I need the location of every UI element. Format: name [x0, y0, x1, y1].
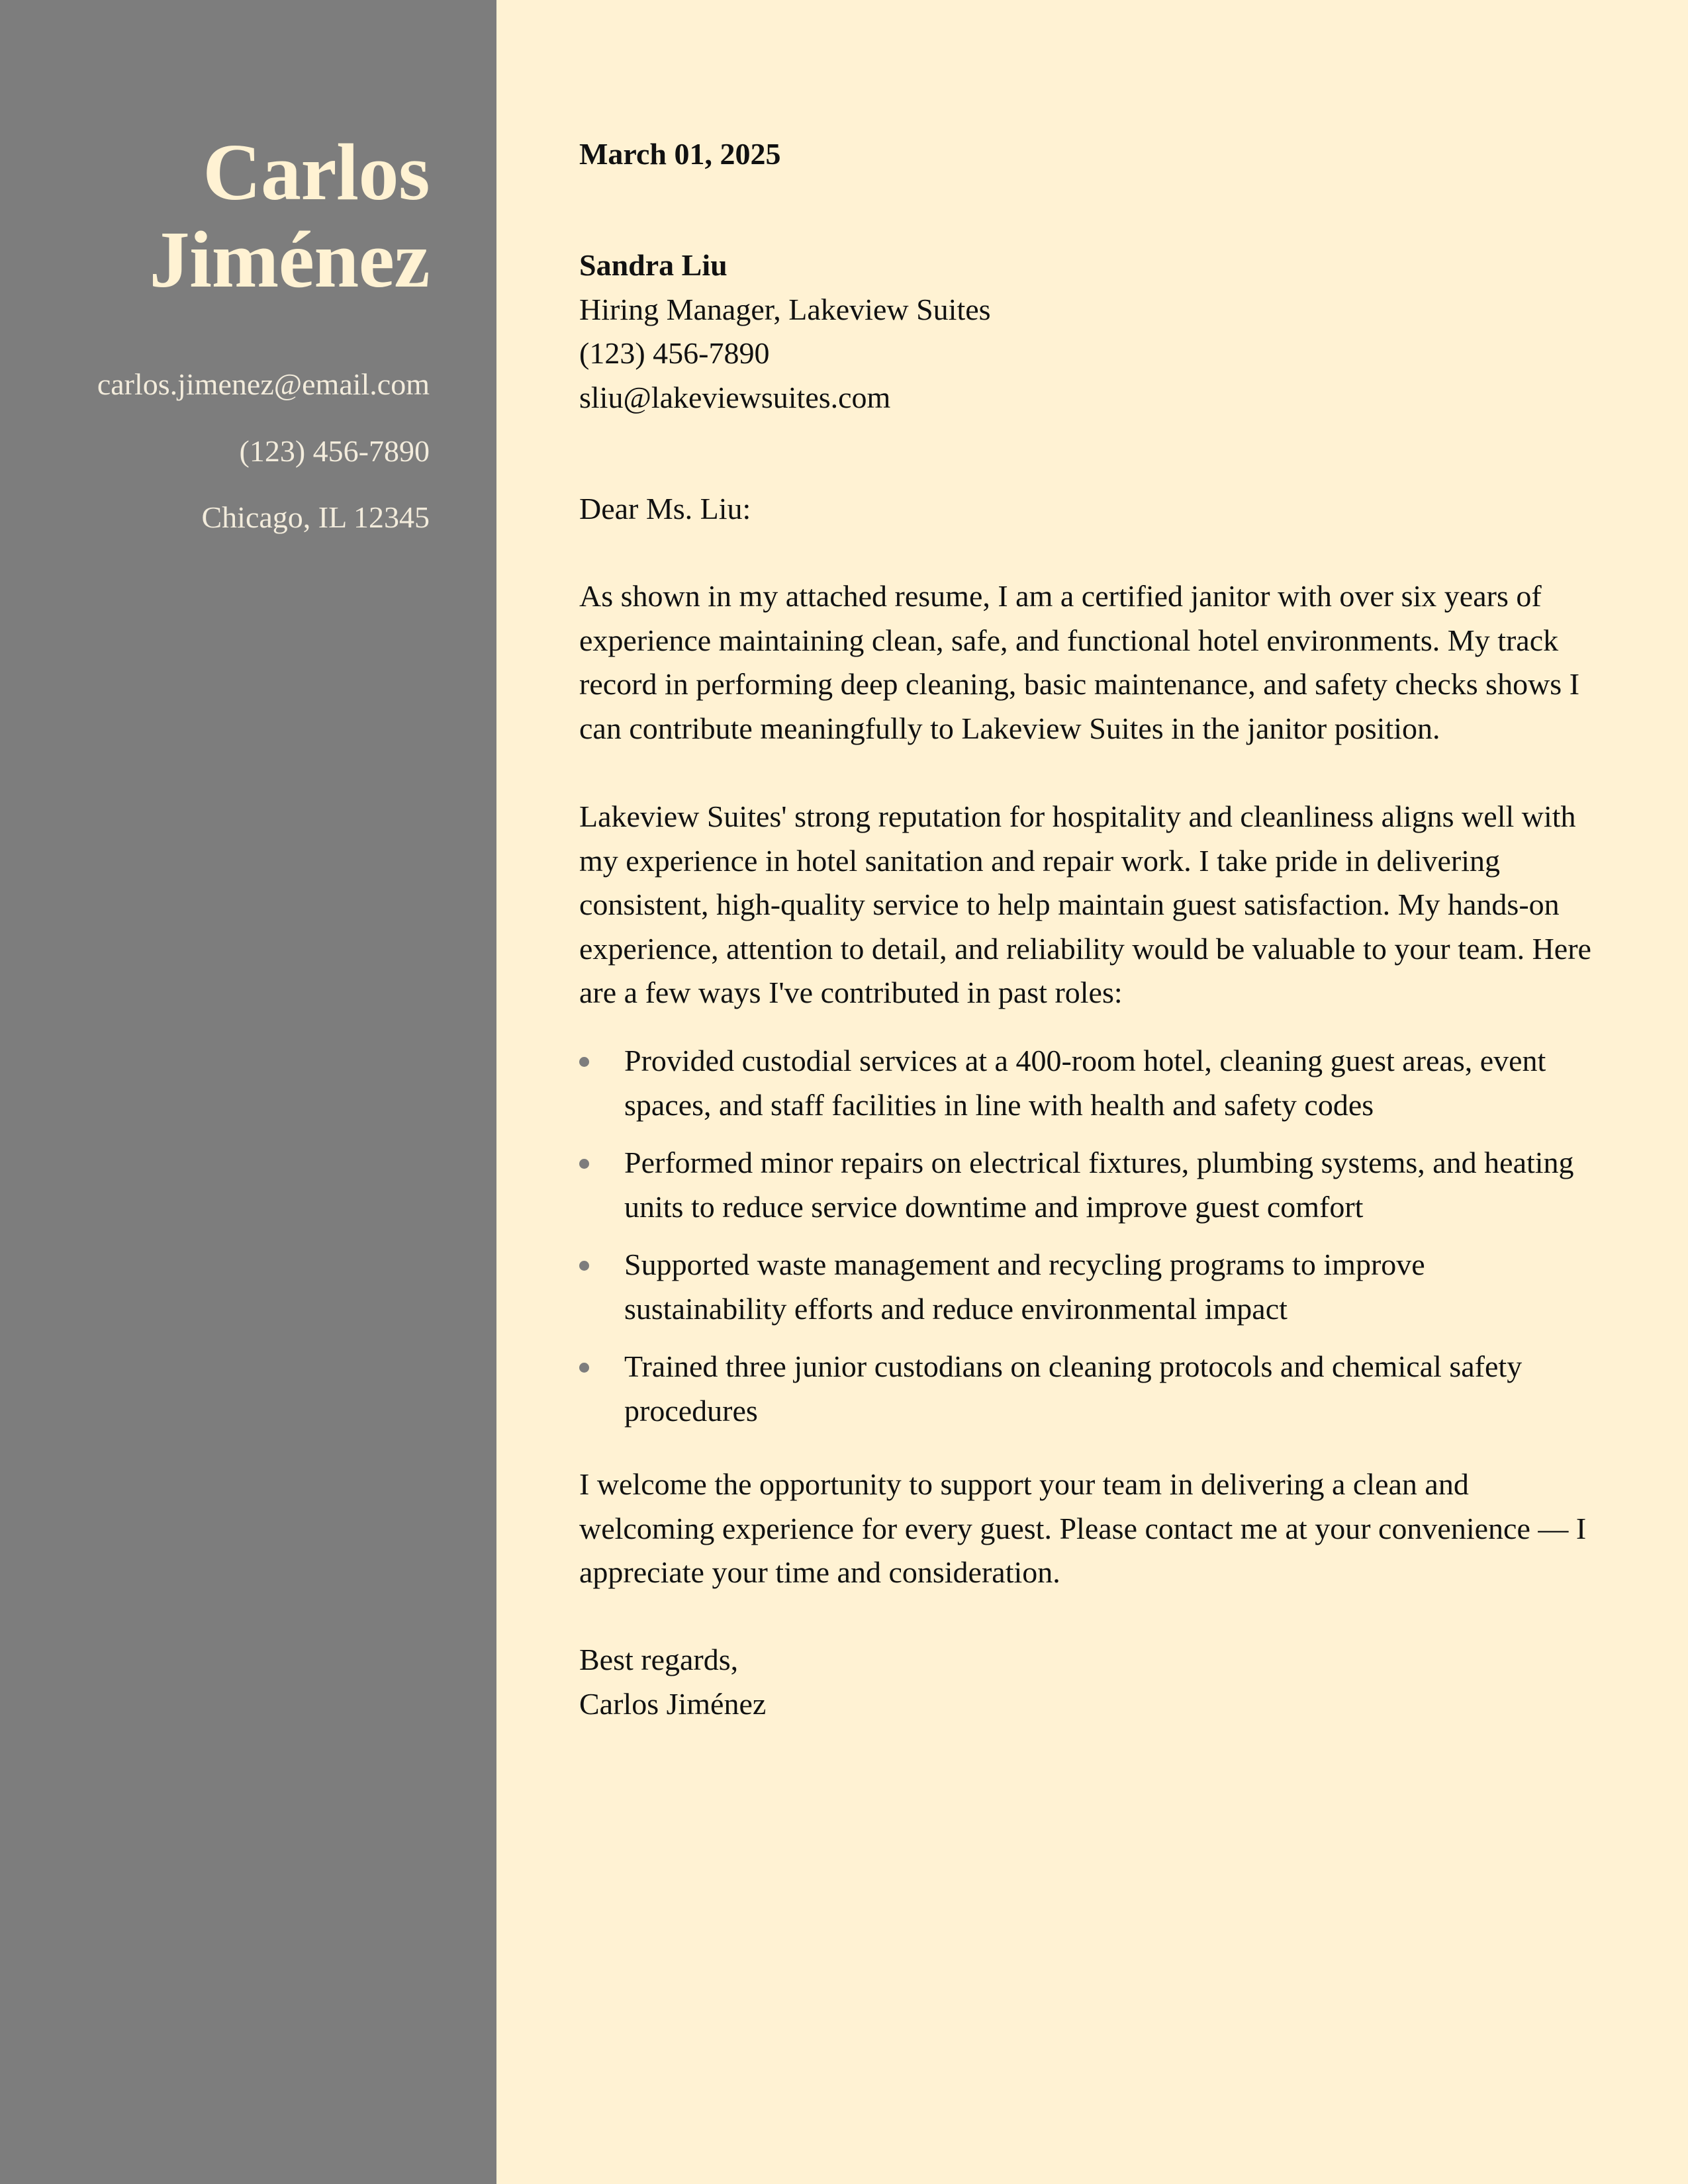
- list-item: [579, 1345, 1592, 1433]
- applicant-location: Chicago, IL 12345: [201, 500, 430, 534]
- letter-date: March 01, 2025: [579, 137, 781, 171]
- recipient-title: Hiring Manager, Lakeview Suites: [579, 292, 991, 326]
- paragraph-fit: Lakeview Suites' strong reputation for hospitality and cleanliness aligns well with my experience in hotel sanitation and repair work. I take pride in delivering consistent, high-quality service to help maintain guest satisfaction. My hands-on experience, attention to detail, and reliability would be valuable to your team. Here are a few ways I've contributed in past roles:: [579, 799, 1591, 1009]
- bullet-dot-icon: [579, 1363, 589, 1373]
- recipient-name: Sandra Liu: [579, 248, 727, 282]
- list-item: [579, 1243, 1592, 1331]
- sidebar: [0, 0, 496, 2184]
- bullet-dot-icon: [579, 1159, 589, 1169]
- list-item-text: Performed minor repairs on electrical fixtures, plumbing systems, and heating units to reduce service downtime and improve guest comfort: [624, 1146, 1574, 1224]
- bullet-dot-icon: [579, 1057, 589, 1067]
- achievements-list: [579, 1039, 1592, 1447]
- applicant-first-name: Carlos: [203, 128, 430, 217]
- signature-name: Carlos Jiménez: [579, 1686, 767, 1721]
- list-item: [579, 1141, 1592, 1229]
- paragraph-closing: I welcome the opportunity to support your team in delivering a clean and welcoming experience for every guest. Please contact me at your convenience — I appreciate your time and consideration.: [579, 1467, 1587, 1589]
- list-item-text: Provided custodial services at a 400-room hotel, cleaning guest areas, event spaces, and staff facilities in line with health and safety codes: [624, 1044, 1546, 1122]
- applicant-phone: (123) 456-7890: [239, 434, 430, 468]
- applicant-last-name: Jiménez: [149, 215, 430, 304]
- list-item-text: Trained three junior custodians on cleaning protocols and chemical safety procedures: [624, 1349, 1523, 1428]
- bullet-dot-icon: [579, 1261, 589, 1271]
- sign-off: [579, 1638, 766, 1726]
- paragraph-intro: As shown in my attached resume, I am a certified janitor with over six years of experience maintaining clean, safe, and functional hotel environments. My track record in performing deep cleaning, basic maintenance, and safety checks shows I can contribute meaningfully to Lakeview Suites in the janitor position.: [579, 579, 1580, 745]
- list-item-text: Supported waste management and recycling programs to improve sustainability efforts and reduce environmental impact: [624, 1248, 1425, 1326]
- recipient-block: [579, 244, 991, 420]
- closing-phrase: Best regards,: [579, 1643, 739, 1676]
- salutation: Dear Ms. Liu:: [579, 492, 751, 525]
- applicant-name: [19, 129, 430, 304]
- list-item: [579, 1039, 1592, 1127]
- recipient-email: sliu@lakeviewsuites.com: [579, 380, 891, 414]
- applicant-email: carlos.jimenez@email.com: [97, 367, 430, 401]
- recipient-phone: (123) 456-7890: [579, 336, 770, 370]
